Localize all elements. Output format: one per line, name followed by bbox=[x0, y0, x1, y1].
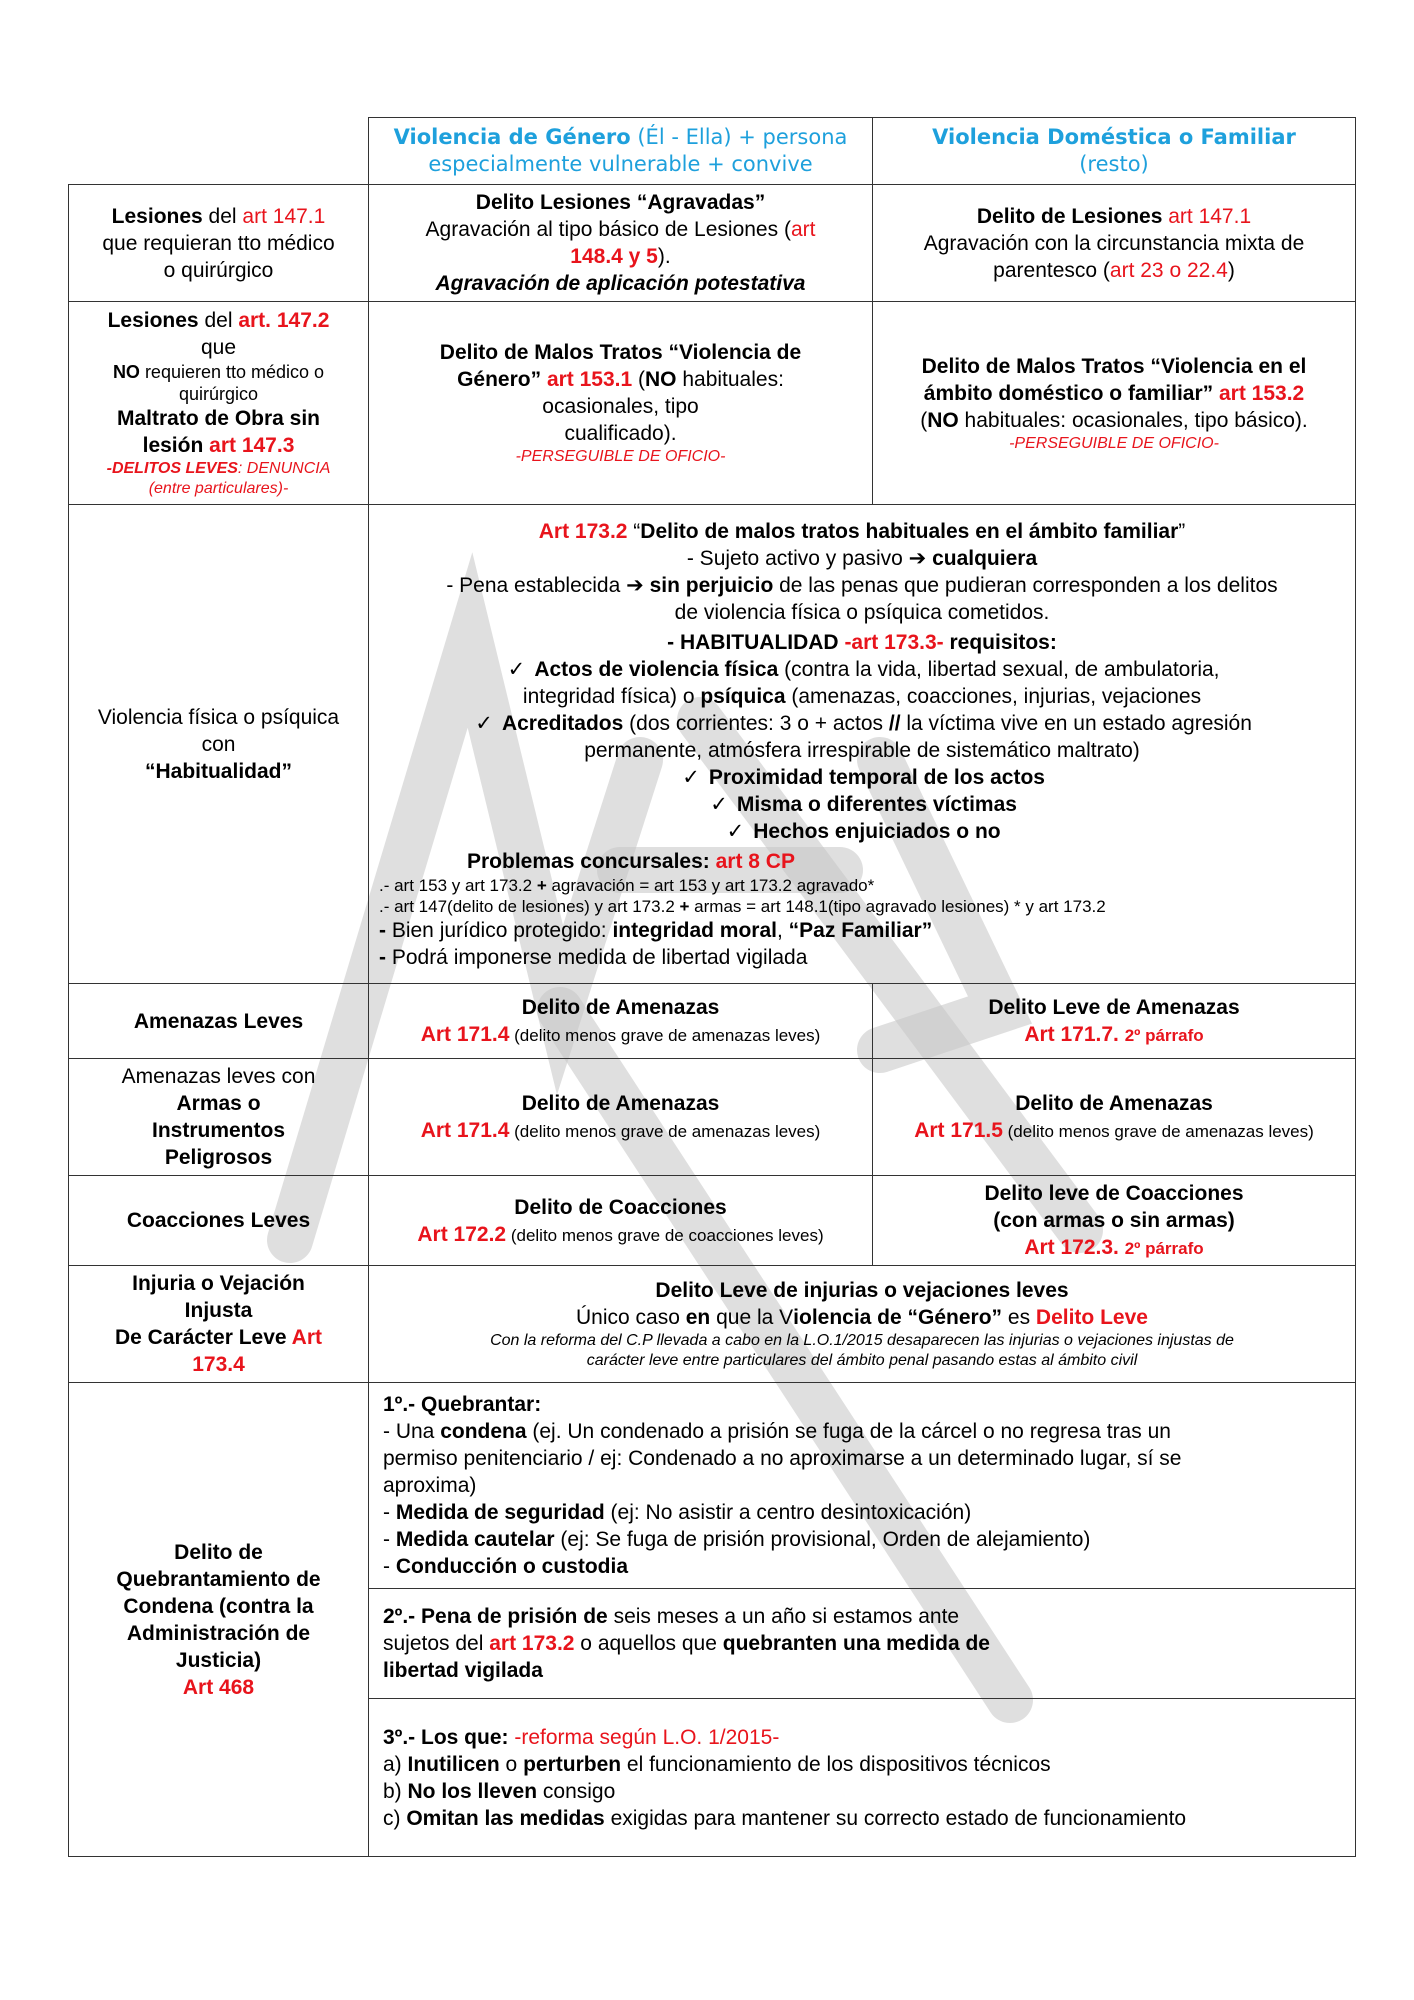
article-ref: 148.4 y 5 bbox=[570, 245, 658, 268]
header-row bbox=[69, 118, 1356, 185]
text: Hechos enjuiciados o no bbox=[753, 819, 1001, 843]
text: - bbox=[379, 945, 392, 969]
cell-title: Delito de Coacciones bbox=[514, 1195, 727, 1219]
text: - bbox=[383, 1528, 396, 1551]
text: (ej. Un condenado a prisión se fuga de la cárcel o no regresa tras un bbox=[526, 1420, 1171, 1443]
text: + bbox=[679, 896, 690, 916]
article-ref: Art 171.4 bbox=[420, 1023, 510, 1046]
term: Armas o bbox=[176, 1092, 261, 1115]
domestica-cell bbox=[873, 984, 1356, 1059]
note: : DENUNCIA bbox=[237, 460, 331, 477]
row-label: Amenazas Leves bbox=[69, 984, 369, 1059]
text: “ bbox=[627, 519, 641, 543]
text: Podrá imponerse medida de libertad vigilada bbox=[391, 945, 808, 969]
text: - bbox=[667, 630, 680, 654]
article-ref: Art 173.2 bbox=[538, 519, 628, 543]
text: cualquiera bbox=[926, 546, 1038, 570]
pena-line bbox=[379, 572, 1345, 626]
article-ref: art 153.2 bbox=[1219, 381, 1305, 405]
text: de violencia física o psíquica cometidos. bbox=[674, 600, 1050, 624]
term: Injuria o Vejación bbox=[132, 1272, 305, 1295]
text: iolencia de “Género” bbox=[793, 1306, 1003, 1329]
text: Medida cautelar bbox=[395, 1528, 555, 1551]
concursales-title bbox=[379, 848, 1345, 875]
text: No los lleven bbox=[407, 1779, 538, 1803]
article-ref: art 8 CP bbox=[715, 849, 795, 873]
text: b) bbox=[383, 1779, 408, 1803]
legal-comparison-table bbox=[68, 117, 1356, 1857]
text: sin perjuicio bbox=[643, 573, 774, 597]
text: requisitos: bbox=[943, 630, 1057, 654]
term: Maltrato de Obra sin bbox=[116, 407, 321, 430]
check-item bbox=[379, 764, 1345, 791]
text: NO bbox=[112, 362, 140, 382]
article-ref: 2º párrafo bbox=[1124, 1026, 1204, 1045]
term: Delito de bbox=[174, 1540, 263, 1564]
cell-title: Delito Leve de injurias o vejaciones leves bbox=[655, 1279, 1069, 1302]
row-label bbox=[69, 1266, 369, 1383]
note: -PERSEGUIBLE DE OFICIO- bbox=[1009, 434, 1219, 452]
text: Actos de violencia física bbox=[534, 657, 779, 681]
domestica-cell bbox=[873, 185, 1356, 302]
text: de las penas que pudieran corresponden a los delitos bbox=[773, 573, 1278, 597]
row-label bbox=[69, 1059, 369, 1176]
text: que bbox=[200, 336, 237, 359]
text: .- art 147(delito de lesiones) y art 173.2 bbox=[379, 896, 680, 916]
cell-title: Delito Lesiones “Agravadas” bbox=[475, 191, 766, 214]
row-habitualidad bbox=[69, 505, 1356, 984]
text: // bbox=[888, 711, 901, 735]
text: (amenazas, coacciones, injurias, vejaciones bbox=[785, 684, 1202, 708]
text: permiso penitenciario / ej: Condenado a no aproximarse a un determinado lugar, sí se bbox=[383, 1447, 1182, 1470]
term: Peligrosos bbox=[164, 1146, 273, 1169]
note: -DELITOS LEVES bbox=[106, 460, 238, 477]
row-injuria bbox=[69, 1266, 1356, 1383]
row-lesiones-147-1 bbox=[69, 185, 1356, 302]
text: o bbox=[499, 1752, 524, 1776]
genero-cell bbox=[369, 302, 873, 505]
text: Acreditados bbox=[501, 711, 624, 735]
bien-juridico-line bbox=[379, 917, 1345, 944]
text: ). bbox=[657, 245, 671, 268]
text: agravación = art 153 y art 173.2 agravado* bbox=[546, 875, 875, 895]
text: + bbox=[536, 875, 547, 895]
text: integridad física) o bbox=[522, 684, 701, 708]
text: integridad moral bbox=[612, 918, 777, 942]
text: ocasionales, tipo bbox=[542, 395, 699, 418]
text: aproxima) bbox=[383, 1474, 477, 1497]
row-label bbox=[69, 1383, 369, 1857]
text: Agravación al tipo básico de Lesiones ( bbox=[425, 218, 791, 241]
text: “Paz Familiar” bbox=[788, 918, 933, 942]
text: que requieran tto médico bbox=[102, 231, 335, 255]
habitualidad-line bbox=[379, 629, 1345, 656]
term: Lesiones bbox=[107, 309, 199, 332]
note: (entre particulares)- bbox=[148, 480, 289, 497]
term: Instrumentos bbox=[151, 1119, 285, 1142]
term: Condena (contra la bbox=[123, 1594, 314, 1618]
row-coacciones-leves bbox=[69, 1176, 1356, 1266]
genero-cell bbox=[369, 984, 873, 1059]
arrow-icon: ➔ bbox=[908, 546, 927, 570]
quebrantar-cell bbox=[369, 1383, 1356, 1589]
cell-title: Delito Leve de Amenazas bbox=[988, 996, 1240, 1019]
cell-title: Delito de Amenazas bbox=[521, 996, 720, 1019]
article-ref: Delito Leve bbox=[1035, 1306, 1148, 1329]
term: De Carácter Leve bbox=[115, 1326, 292, 1349]
text: es bbox=[1002, 1306, 1036, 1329]
text: Único caso bbox=[576, 1306, 686, 1329]
article-ref: art 153.1 bbox=[546, 368, 633, 391]
header-violencia-domestica bbox=[873, 118, 1356, 185]
text: Amenazas leves con bbox=[121, 1065, 316, 1088]
article-ref: Art 171.5 bbox=[914, 1119, 1003, 1142]
text: Conducción o custodia bbox=[395, 1555, 628, 1578]
article-ref: Art bbox=[291, 1326, 322, 1349]
term: “Habitualidad” bbox=[144, 759, 292, 783]
article-ref: art bbox=[790, 218, 816, 241]
text: NO bbox=[645, 368, 677, 391]
check-item bbox=[379, 656, 1345, 710]
habitualidad-cell bbox=[369, 505, 1356, 984]
text: sujetos del bbox=[383, 1632, 490, 1655]
text: (dos corrientes: 3 o + actos bbox=[623, 711, 889, 735]
domestica-cell bbox=[873, 1176, 1356, 1266]
text: habituales: bbox=[676, 368, 784, 391]
arrow-icon: ➔ bbox=[626, 573, 644, 597]
genero-cell bbox=[369, 1176, 873, 1266]
text: Bien jurídico protegido: bbox=[391, 918, 613, 942]
cell-title: Delito leve de Coacciones bbox=[984, 1182, 1244, 1205]
cell-title: 1º.- Quebrantar: bbox=[383, 1393, 542, 1416]
row-label: Coacciones Leves bbox=[69, 1176, 369, 1266]
cell-title: Delito de Malos Tratos “Violencia en el bbox=[921, 354, 1307, 378]
row-quebrantamiento-1 bbox=[69, 1383, 1356, 1589]
concursal-line bbox=[379, 875, 1345, 896]
article-ref: Art 171.7. bbox=[1024, 1023, 1125, 1046]
text: - Sujeto activo y pasivo bbox=[686, 546, 909, 570]
text: Problemas concursales: bbox=[467, 849, 716, 873]
text: con bbox=[201, 732, 236, 756]
text: quirúrgico bbox=[178, 384, 259, 404]
text: (ej: No asistir a centro desintoxicación) bbox=[604, 1501, 972, 1524]
cell-title: 2º.- Pena de prisión de bbox=[383, 1605, 608, 1628]
article-ref: 173.4 bbox=[192, 1353, 245, 1376]
checkmark-icon: ✓ bbox=[475, 711, 493, 735]
genero-cell bbox=[369, 185, 873, 302]
cell-title: Género” bbox=[457, 368, 547, 391]
text: Medida de seguridad bbox=[395, 1501, 605, 1524]
cell-title: Delito de malos tratos habituales en el ámbito familiar bbox=[640, 519, 1179, 543]
term: Administración de bbox=[126, 1621, 311, 1645]
text: la víctima vive en un estado agresión bbox=[900, 711, 1252, 735]
article-ref: art 147.1 bbox=[242, 204, 326, 228]
article-ref: art 147.3 bbox=[209, 434, 295, 457]
text: o aquellos que bbox=[574, 1632, 723, 1655]
term: Lesiones bbox=[111, 204, 203, 228]
checkmark-icon: ✓ bbox=[682, 765, 700, 789]
article-ref: Art 172.2 bbox=[417, 1222, 507, 1246]
header-title: Violencia Doméstica o Familiar bbox=[932, 125, 1296, 149]
text: que la V bbox=[710, 1306, 794, 1329]
text: c) bbox=[383, 1806, 407, 1830]
text: Misma o diferentes víctimas bbox=[736, 792, 1017, 816]
text: ( bbox=[920, 408, 928, 432]
article-ref: art 23 o 22.4 bbox=[1109, 258, 1228, 282]
text: Proximidad temporal de los actos bbox=[708, 765, 1045, 789]
article-ref: -reforma según L.O. 1/2015- bbox=[514, 1725, 780, 1749]
text: del bbox=[202, 204, 243, 228]
text: libertad vigilada bbox=[383, 1659, 543, 1682]
cell-title: ámbito doméstico o familiar” bbox=[923, 381, 1219, 405]
text: NO bbox=[927, 408, 959, 432]
text: el funcionamiento de los dispositivos técnicos bbox=[621, 1752, 1051, 1776]
article-ref: -art 173.3- bbox=[838, 630, 944, 654]
text: , bbox=[777, 918, 789, 942]
text: HABITUALIDAD bbox=[679, 630, 839, 654]
term: Injusta bbox=[184, 1299, 253, 1322]
row-label bbox=[69, 185, 369, 302]
text: (ej: Se fuga de prisión provisional, Orden de alejamiento) bbox=[554, 1528, 1091, 1551]
text: Inutilicen bbox=[407, 1752, 500, 1776]
checkmark-icon: ✓ bbox=[507, 657, 526, 681]
note: -PERSEGUIBLE DE OFICIO- bbox=[515, 448, 726, 465]
text: o quirúrgico bbox=[163, 258, 274, 282]
text: condena bbox=[440, 1420, 527, 1443]
text: en bbox=[685, 1306, 711, 1329]
term: Quebrantamiento de bbox=[116, 1567, 321, 1591]
domestica-cell bbox=[873, 1059, 1356, 1176]
domestica-cell bbox=[873, 302, 1356, 505]
article-ref: art. 147.2 bbox=[238, 309, 330, 332]
row-amenazas-armas bbox=[69, 1059, 1356, 1176]
text: (delito menos grave de amenazas leves) bbox=[509, 1026, 821, 1045]
text: perturben bbox=[523, 1752, 622, 1776]
pena-prision-cell bbox=[369, 1589, 1356, 1699]
note: Con la reforma del C.P llevada a cabo en la L.O.1/2015 desaparecen las injurias o vejaciones injustas de bbox=[490, 1332, 1234, 1349]
text: parentesco ( bbox=[993, 258, 1110, 282]
cell-title: Delito de Lesiones bbox=[976, 204, 1169, 228]
check-item bbox=[379, 710, 1345, 764]
cell-title: Delito de Malos Tratos “Violencia de bbox=[439, 341, 802, 364]
text: - bbox=[383, 1555, 396, 1578]
text: ) bbox=[1227, 258, 1235, 282]
text: - Una bbox=[383, 1420, 441, 1443]
article-ref: Art 468 bbox=[182, 1675, 255, 1699]
text: (delito menos grave de coacciones leves) bbox=[506, 1225, 824, 1245]
text: habituales: ocasionales, tipo básico). bbox=[958, 408, 1308, 432]
text: armas = art 148.1(tipo agravado lesiones) * y art 173.2 bbox=[689, 896, 1106, 916]
cell-title: 3º.- Los que: bbox=[383, 1725, 515, 1749]
checkmark-icon: ✓ bbox=[726, 819, 745, 843]
text: permanente, atmósfera irrespirable de sistemático maltrato) bbox=[584, 738, 1140, 762]
text: quebranten una medida de bbox=[722, 1632, 990, 1655]
los-que-cell bbox=[369, 1699, 1356, 1857]
text: (contra la vida, libertad sexual, de ambulatoria, bbox=[778, 657, 1220, 681]
text: cualificado). bbox=[564, 422, 677, 445]
header-title: Violencia de Género bbox=[393, 125, 631, 149]
article-ref: Art 172.3. bbox=[1024, 1236, 1125, 1259]
text: seis meses a un año si estamos ante bbox=[607, 1605, 960, 1628]
note: carácter leve entre particulares del ámbito penal pasando estas al ámbito civil bbox=[586, 1352, 1138, 1369]
row-lesiones-147-2 bbox=[69, 302, 1356, 505]
text: consigo bbox=[537, 1779, 616, 1803]
text: (delito menos grave de amenazas leves) bbox=[509, 1122, 821, 1141]
term: Justicia) bbox=[175, 1648, 262, 1672]
header-sub: (resto) bbox=[1079, 152, 1149, 176]
check-item bbox=[379, 791, 1345, 818]
header-sub: especialmente vulnerable + convive bbox=[428, 152, 813, 176]
article-ref: art 173.2 bbox=[489, 1632, 575, 1655]
injuria-cell bbox=[369, 1266, 1356, 1383]
genero-cell bbox=[369, 1059, 873, 1176]
text: - bbox=[379, 918, 392, 942]
note: Agravación de aplicación potestativa bbox=[435, 272, 806, 295]
header-sub: (Él - Ella) + persona bbox=[630, 125, 848, 149]
row-label bbox=[69, 302, 369, 505]
row-label bbox=[69, 505, 369, 984]
cell-title: (con armas o sin armas) bbox=[993, 1209, 1235, 1232]
libertad-vigilada-line bbox=[379, 944, 1345, 971]
text: ( bbox=[632, 368, 645, 391]
text: (delito menos grave de amenazas leves) bbox=[1002, 1122, 1314, 1141]
row-amenazas-leves bbox=[69, 984, 1356, 1059]
text: Omitan las medidas bbox=[406, 1806, 605, 1830]
cell-title: Delito de Amenazas bbox=[1015, 1092, 1213, 1115]
text: Violencia física o psíquica bbox=[97, 705, 340, 729]
header-violencia-genero bbox=[369, 118, 873, 185]
text: psíquica bbox=[700, 684, 786, 708]
article-ref: 2º párrafo bbox=[1124, 1239, 1204, 1258]
text: a) bbox=[383, 1752, 408, 1776]
term: lesión bbox=[142, 434, 210, 457]
text: exigidas para mantener su correcto estado de funcionamiento bbox=[604, 1806, 1187, 1830]
art-173-title bbox=[379, 518, 1345, 545]
sujeto-line bbox=[379, 545, 1345, 572]
text: - bbox=[383, 1501, 396, 1524]
empty-corner-cell bbox=[69, 118, 369, 185]
check-item bbox=[379, 818, 1345, 845]
article-ref: Art 171.4 bbox=[420, 1119, 510, 1142]
text: Agravación con la circunstancia mixta de bbox=[923, 231, 1305, 255]
cell-title: Delito de Amenazas bbox=[521, 1092, 720, 1115]
text: ” bbox=[1178, 519, 1186, 543]
text: - Pena establecida bbox=[446, 573, 627, 597]
text: del bbox=[198, 309, 239, 332]
concursal-line bbox=[379, 896, 1345, 917]
checkmark-icon: ✓ bbox=[710, 792, 728, 816]
text: requieren tto médico o bbox=[139, 362, 325, 382]
text: .- art 153 y art 173.2 bbox=[379, 875, 537, 895]
article-ref: art 147.1 bbox=[1168, 204, 1252, 228]
